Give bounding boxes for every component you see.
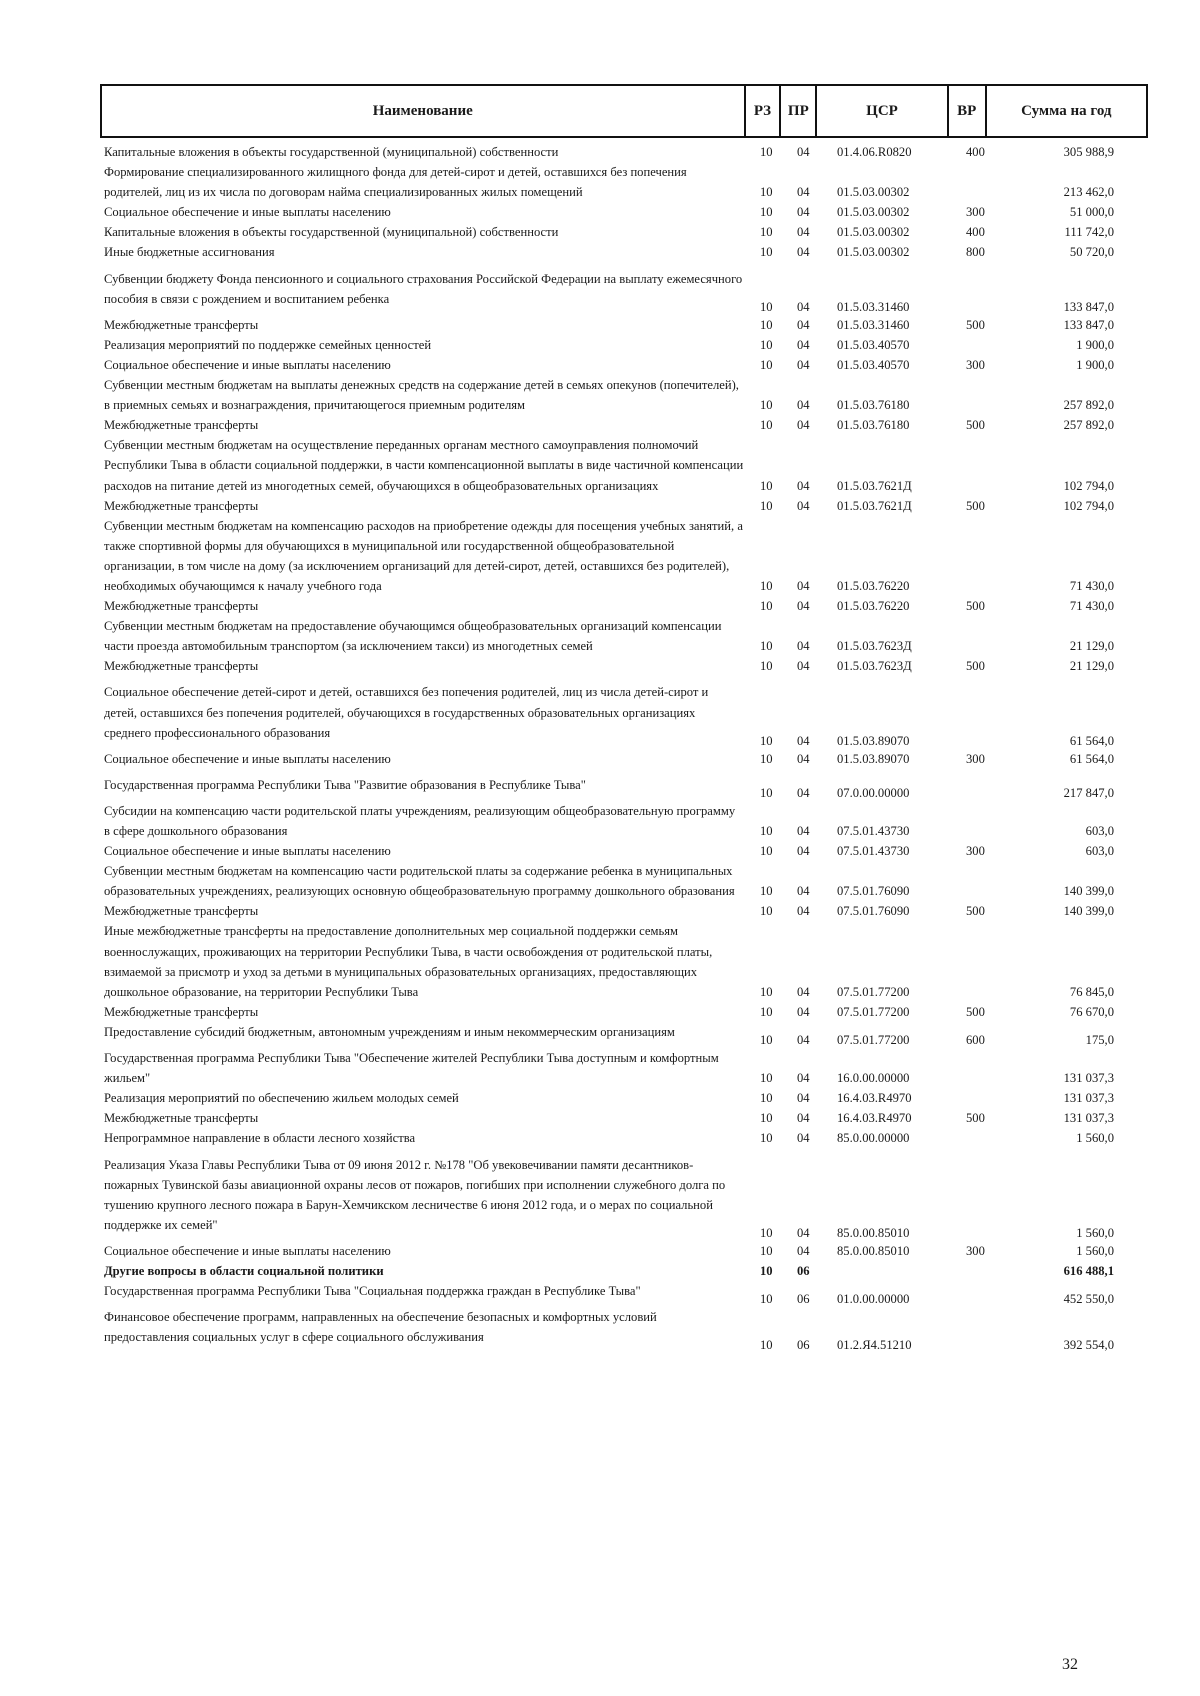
row-csr: 01.5.03.40570 xyxy=(837,357,910,372)
row-rz: 10 xyxy=(760,145,773,159)
row-rz: 10 xyxy=(760,599,773,614)
row-name: Субвенции бюджету Фонда пенсионного и социального страхования Российской Федерации на выплату ежемесячного пособия в связи с рождением и воспитанием ребенка xyxy=(104,271,743,306)
row-csr: 01.5.03.89070 xyxy=(837,733,910,748)
table-row xyxy=(104,1241,1148,1261)
row-pr: 04 xyxy=(797,317,810,332)
row-rz: 10 xyxy=(760,1071,773,1086)
row-rz: 10 xyxy=(760,398,773,413)
row-pr: 04 xyxy=(797,1032,810,1047)
row-rz: 10 xyxy=(760,824,773,838)
row-name: Другие вопросы в области социальной политики xyxy=(104,1263,384,1278)
row-name: Капитальные вложения в объекты государственной (муниципальной) собственности xyxy=(104,225,559,240)
row-pr: 04 xyxy=(797,1091,810,1106)
row-name: Непрограммное направление в области лесного хозяйства xyxy=(104,1131,416,1146)
row-csr: 07.5.01.43730 xyxy=(837,824,910,838)
row-csr: 85.0.00.00000 xyxy=(837,1131,910,1146)
table-row xyxy=(104,496,1148,516)
row-pr: 04 xyxy=(797,599,810,614)
row-name: Иные межбюджетные трансферты на предоставление дополнительных мер социальной поддержки семьям военнослужащих, проживающих на территории Республики Тыва, в части освобождения от родительской платы, взимаемой за присмотр и уход за детьми в муниципальных образовательных организациях, предоставляющих дошкольное образование, на территории Республики Тыва xyxy=(104,924,713,999)
row-name: Иные бюджетные ассигнования xyxy=(104,245,275,260)
row-csr: 01.5.03.76180 xyxy=(837,418,910,433)
row-vr: 300 xyxy=(966,751,985,766)
table-row xyxy=(104,775,1148,800)
row-csr: 01.5.03.00302 xyxy=(837,205,910,220)
row-name: Межбюджетные трансферты xyxy=(104,659,259,674)
row-sum: 616 488,1 xyxy=(1063,1263,1114,1278)
row-name: Государственная программа Республики Тыва "Обеспечение жителей Республики Тыва доступным и комфортным жильем" xyxy=(104,1051,719,1086)
row-csr: 01.5.03.7621Д xyxy=(837,478,912,493)
row-rz: 10 xyxy=(760,1225,773,1240)
row-csr: 01.5.03.00302 xyxy=(837,225,910,240)
row-name: Социальное обеспечение и иные выплаты населению xyxy=(104,1243,391,1258)
row-pr: 04 xyxy=(797,824,810,838)
table-row xyxy=(104,921,1148,1001)
row-rz: 10 xyxy=(760,984,773,999)
row-name: Государственная программа Республики Тыва "Развитие образования в Республике Тыва" xyxy=(104,777,586,792)
row-vr: 800 xyxy=(966,245,985,260)
table-row xyxy=(104,1155,1148,1240)
row-rz: 10 xyxy=(760,478,773,493)
row-pr: 06 xyxy=(797,1338,810,1353)
row-pr: 04 xyxy=(797,245,810,260)
table-row xyxy=(104,1048,1148,1088)
row-vr: 300 xyxy=(966,1243,985,1258)
header-pr: ПР xyxy=(781,86,817,136)
row-vr: 300 xyxy=(966,357,985,372)
row-name: Межбюджетные трансферты xyxy=(104,904,259,919)
row-csr: 01.5.03.00302 xyxy=(837,245,910,260)
header-name: Наименование xyxy=(102,86,746,136)
row-sum: 131 037,3 xyxy=(1063,1111,1114,1126)
row-sum: 392 554,0 xyxy=(1063,1338,1114,1353)
row-pr: 04 xyxy=(797,337,810,352)
row-csr: 07.0.00.00000 xyxy=(837,785,910,800)
row-rz: 10 xyxy=(760,205,773,220)
row-sum: 140 399,0 xyxy=(1063,884,1114,899)
table-row xyxy=(104,801,1148,841)
row-rz: 10 xyxy=(760,1032,773,1047)
row-pr: 04 xyxy=(797,1225,810,1240)
row-sum: 1 560,0 xyxy=(1076,1225,1114,1240)
row-csr: 01.5.03.76220 xyxy=(837,578,910,593)
row-csr: 07.5.01.76090 xyxy=(837,884,910,899)
row-vr: 500 xyxy=(966,418,985,433)
row-name: Межбюджетные трансферты xyxy=(104,1004,259,1019)
row-sum: 71 430,0 xyxy=(1069,578,1114,593)
table-row xyxy=(104,1002,1148,1022)
row-name: Реализация мероприятий по поддержке семейных ценностей xyxy=(104,337,432,352)
header-sum: Сумма на год xyxy=(1021,102,1112,119)
row-pr: 04 xyxy=(797,1243,810,1258)
row-name: Капитальные вложения в объекты государственной (муниципальной) собственности xyxy=(104,145,559,159)
row-pr: 06 xyxy=(797,1292,810,1307)
row-rz: 10 xyxy=(760,418,773,433)
row-sum: 111 742,0 xyxy=(1064,225,1114,240)
table-row xyxy=(104,202,1148,222)
row-pr: 04 xyxy=(797,225,810,240)
row-vr: 300 xyxy=(966,844,985,859)
row-pr: 04 xyxy=(797,984,810,999)
row-rz: 10 xyxy=(760,1091,773,1106)
row-csr: 01.5.03.76180 xyxy=(837,398,910,413)
row-rz: 10 xyxy=(760,659,773,674)
row-csr: 07.5.01.77200 xyxy=(837,984,910,999)
row-name: Субвенции местным бюджетам на осуществление переданных органам местного самоуправления полномочий Республики Тыва в области социальной поддержки, в части компенсационной выплаты в виде частичной компенсации расходов на питание детей из многодетных семей, обучающихся в общеобразовательных организациях xyxy=(104,438,744,493)
row-name: Субвенции местным бюджетам на компенсацию части родительской платы за содержание ребенка в муниципальных образовательных учреждениях, реализующих основную общеобразовательную программу дошкольного образования xyxy=(104,864,735,899)
row-vr: 500 xyxy=(966,599,985,614)
row-pr: 04 xyxy=(797,659,810,674)
row-pr: 04 xyxy=(797,884,810,899)
row-sum: 305 988,9 xyxy=(1063,145,1114,159)
row-pr: 04 xyxy=(797,145,810,159)
row-csr: 01.5.03.00302 xyxy=(837,185,910,200)
table-row xyxy=(104,1281,1148,1307)
row-pr: 04 xyxy=(797,785,810,800)
row-csr: 16.0.00.00000 xyxy=(837,1071,910,1086)
row-rz: 10 xyxy=(760,185,773,200)
table-row xyxy=(104,516,1148,596)
row-rz: 10 xyxy=(760,337,773,352)
row-csr: 01.5.03.7623Д xyxy=(837,659,912,674)
row-csr: 01.4.06.R0820 xyxy=(837,145,912,159)
row-pr: 04 xyxy=(797,185,810,200)
row-rz: 10 xyxy=(760,1004,773,1019)
row-pr: 04 xyxy=(797,1004,810,1019)
table-row xyxy=(104,841,1148,861)
row-rz: 10 xyxy=(760,1243,773,1258)
row-csr: 01.5.03.76220 xyxy=(837,599,910,614)
row-name: Государственная программа Республики Тыва "Социальная поддержка граждан в Республике Тыва" xyxy=(104,1284,641,1299)
header-vr: ВР xyxy=(949,86,987,136)
row-rz: 10 xyxy=(760,1131,773,1146)
row-rz: 10 xyxy=(760,751,773,766)
row-pr: 04 xyxy=(797,751,810,766)
row-name: Межбюджетные трансферты xyxy=(104,1111,259,1126)
header-rz: РЗ xyxy=(746,86,782,136)
row-pr: 04 xyxy=(797,639,810,654)
row-pr: 04 xyxy=(797,478,810,493)
row-pr: 04 xyxy=(797,904,810,919)
row-sum: 133 847,0 xyxy=(1063,299,1114,314)
row-sum: 76 670,0 xyxy=(1069,1004,1114,1019)
row-sum: 102 794,0 xyxy=(1063,498,1114,513)
row-name: Социальное обеспечение и иные выплаты населению xyxy=(104,751,391,766)
page-number: 32 xyxy=(1062,1656,1078,1673)
row-sum: 603,0 xyxy=(1085,824,1114,838)
row-pr: 04 xyxy=(797,498,810,513)
row-name: Социальное обеспечение и иные выплаты населению xyxy=(104,844,391,859)
row-rz: 10 xyxy=(760,904,773,919)
row-name: Формирование специализированного жилищного фонда для детей-сирот и детей, оставшихся без попечения родителей, лиц из их числа по договорам найма специализированных жилых помещений xyxy=(104,165,687,200)
row-sum: 257 892,0 xyxy=(1063,418,1114,433)
table-row xyxy=(104,1261,1148,1281)
row-name: Социальное обеспечение и иные выплаты населению xyxy=(104,357,391,372)
row-name: Субвенции местным бюджетам на компенсацию расходов на приобретение одежды для посещения учебных занятий, а также спортивной формы для обучающихся в муниципальной или государственной общеобразовательной организации, в том числе на дому (за исключением организаций для детей-сирот, детей, оставшихся без родителей), необходимых обучающимся к началу учебного года xyxy=(104,518,743,593)
row-name: Социальное обеспечение детей-сирот и детей, оставшихся без попечения родителей, лиц из числа детей-сирот и детей, оставшихся без попечения родителей, обучающихся в государственных образовательных организациях среднего профессионального образования xyxy=(104,685,709,740)
row-rz: 10 xyxy=(760,639,773,654)
row-rz: 10 xyxy=(760,357,773,372)
row-vr: 300 xyxy=(966,205,985,220)
row-rz: 10 xyxy=(760,498,773,513)
table-row xyxy=(104,162,1148,202)
table-row xyxy=(104,355,1148,375)
row-sum: 140 399,0 xyxy=(1063,904,1114,919)
table-row xyxy=(104,415,1148,435)
row-sum: 1 560,0 xyxy=(1076,1243,1114,1258)
row-rz: 10 xyxy=(760,578,773,593)
row-pr: 04 xyxy=(797,1111,810,1126)
row-pr: 04 xyxy=(797,418,810,433)
row-name: Предоставление субсидий бюджетным, автономным учреждениям и иным некоммерческим организациям xyxy=(104,1024,675,1039)
table-body xyxy=(104,142,1148,1353)
row-sum: 1 900,0 xyxy=(1076,357,1114,372)
row-name: Межбюджетные трансферты xyxy=(104,317,259,332)
table-row xyxy=(104,749,1148,769)
row-rz: 10 xyxy=(760,884,773,899)
row-sum: 257 892,0 xyxy=(1063,398,1114,413)
row-name: Реализация Указа Главы Республики Тыва от 09 июня 2012 г. №178 "Об увековечивании памяти десантников-пожарных Тувинской базы авиационной охраны лесов от пожаров, погибших при исполнении служебного долга по тушению крупного лесного пожара в Барун-Хемчикском лесничестве 6 июня 2012 года, и о мерах по социальной поддержке их семей" xyxy=(104,1157,726,1232)
row-rz: 10 xyxy=(760,1263,773,1278)
row-csr: 16.4.03.R4970 xyxy=(837,1091,912,1106)
row-name: Финансовое обеспечение программ, направленных на обеспечение безопасных и комфортных условий предоставления социальных услуг в сфере социального обслуживания xyxy=(104,1310,657,1345)
row-pr: 04 xyxy=(797,299,810,314)
table-row xyxy=(104,616,1148,656)
table-row xyxy=(104,435,1148,495)
row-sum: 21 129,0 xyxy=(1069,659,1114,674)
table-row xyxy=(104,1128,1148,1148)
row-sum: 71 430,0 xyxy=(1069,599,1114,614)
table-row xyxy=(104,269,1148,314)
row-name: Субсидии на компенсацию части родительской платы учреждениям, реализующим общеобразовательную программу в сфере дошкольного образования xyxy=(104,803,736,838)
table-row xyxy=(104,861,1148,901)
row-sum: 175,0 xyxy=(1085,1032,1114,1047)
row-rz: 10 xyxy=(760,225,773,240)
row-name: Реализация мероприятий по обеспечению жильем молодых семей xyxy=(104,1091,459,1106)
row-pr: 04 xyxy=(797,844,810,859)
row-csr: 01.5.03.7621Д xyxy=(837,498,912,513)
row-vr: 500 xyxy=(966,904,985,919)
row-sum: 51 000,0 xyxy=(1069,205,1114,220)
table-row xyxy=(104,242,1148,262)
table-row xyxy=(104,901,1148,921)
table-row xyxy=(104,315,1148,335)
row-vr: 400 xyxy=(966,225,985,240)
row-sum: 50 720,0 xyxy=(1069,245,1114,260)
row-vr: 500 xyxy=(966,659,985,674)
row-csr: 07.5.01.77200 xyxy=(837,1004,910,1019)
row-pr: 06 xyxy=(797,1263,810,1278)
table-row xyxy=(104,656,1148,676)
row-name: Межбюджетные трансферты xyxy=(104,498,259,513)
row-csr: 07.5.01.77200 xyxy=(837,1032,910,1047)
row-vr: 500 xyxy=(966,1004,985,1019)
row-sum: 76 845,0 xyxy=(1069,984,1114,999)
row-sum: 61 564,0 xyxy=(1069,751,1114,766)
row-csr: 01.5.03.89070 xyxy=(837,751,910,766)
row-pr: 04 xyxy=(797,1071,810,1086)
table-row xyxy=(104,222,1148,242)
row-vr: 500 xyxy=(966,1111,985,1126)
table-row xyxy=(104,1022,1148,1047)
row-pr: 04 xyxy=(797,733,810,748)
table-row xyxy=(104,682,1148,748)
row-name: Межбюджетные трансферты xyxy=(104,599,259,614)
row-csr: 01.0.00.00000 xyxy=(837,1292,910,1307)
row-csr: 01.2.Я4.51210 xyxy=(837,1338,912,1353)
table-row xyxy=(104,1088,1148,1108)
row-rz: 10 xyxy=(760,299,773,314)
row-rz: 10 xyxy=(760,1292,773,1307)
row-pr: 04 xyxy=(797,205,810,220)
row-sum: 217 847,0 xyxy=(1063,785,1114,800)
row-csr: 01.5.03.40570 xyxy=(837,337,910,352)
row-csr: 07.5.01.43730 xyxy=(837,844,910,859)
row-pr: 04 xyxy=(797,357,810,372)
table-row xyxy=(104,375,1148,415)
row-pr: 04 xyxy=(797,578,810,593)
row-rz: 10 xyxy=(760,245,773,260)
row-vr: 500 xyxy=(966,317,985,332)
row-csr: 85.0.00.85010 xyxy=(837,1225,910,1240)
row-sum: 603,0 xyxy=(1085,844,1114,859)
row-csr: 01.5.03.7623Д xyxy=(837,639,912,654)
row-rz: 10 xyxy=(760,1338,773,1353)
row-sum: 21 129,0 xyxy=(1069,639,1114,654)
row-name: Межбюджетные трансферты xyxy=(104,418,259,433)
row-sum: 1 900,0 xyxy=(1076,337,1114,352)
row-rz: 10 xyxy=(760,733,773,748)
row-name: Субвенции местным бюджетам на выплаты денежных средств на содержание детей в семьях опекунов (попечителей), в приемных семьях и вознаграждения, причитающегося приемным родителям xyxy=(104,378,739,413)
table-row xyxy=(104,1307,1148,1353)
row-name: Субвенции местным бюджетам на предоставление обучающимся общеобразовательных организаций компенсации части проезда автомобильным транспортом (за исключением такси) из многодетных семей xyxy=(104,619,722,654)
row-sum: 452 550,0 xyxy=(1063,1292,1114,1307)
row-pr: 04 xyxy=(797,1131,810,1146)
row-sum: 131 037,3 xyxy=(1063,1071,1114,1086)
row-sum: 131 037,3 xyxy=(1063,1091,1114,1106)
table-row xyxy=(104,596,1148,616)
table-row xyxy=(104,1108,1148,1128)
row-rz: 10 xyxy=(760,785,773,800)
row-csr: 85.0.00.85010 xyxy=(837,1243,910,1258)
row-sum: 61 564,0 xyxy=(1069,733,1114,748)
row-rz: 10 xyxy=(760,317,773,332)
row-csr: 07.5.01.76090 xyxy=(837,904,910,919)
row-csr: 16.4.03.R4970 xyxy=(837,1111,912,1126)
row-name: Социальное обеспечение и иные выплаты населению xyxy=(104,205,391,220)
row-sum: 102 794,0 xyxy=(1063,478,1114,493)
row-sum: 1 560,0 xyxy=(1076,1131,1114,1146)
row-vr: 400 xyxy=(966,145,985,159)
row-pr: 04 xyxy=(797,398,810,413)
row-rz: 10 xyxy=(760,1111,773,1126)
row-sum: 133 847,0 xyxy=(1063,317,1114,332)
row-vr: 600 xyxy=(966,1032,985,1047)
header-csr: ЦСР xyxy=(817,86,949,136)
table-header xyxy=(100,84,1148,138)
table-row xyxy=(104,335,1148,355)
row-vr: 500 xyxy=(966,498,985,513)
row-csr: 01.5.03.31460 xyxy=(837,317,910,332)
row-rz: 10 xyxy=(760,844,773,859)
table-row xyxy=(104,142,1148,162)
row-sum: 213 462,0 xyxy=(1063,185,1114,200)
row-csr: 01.5.03.31460 xyxy=(837,299,910,314)
